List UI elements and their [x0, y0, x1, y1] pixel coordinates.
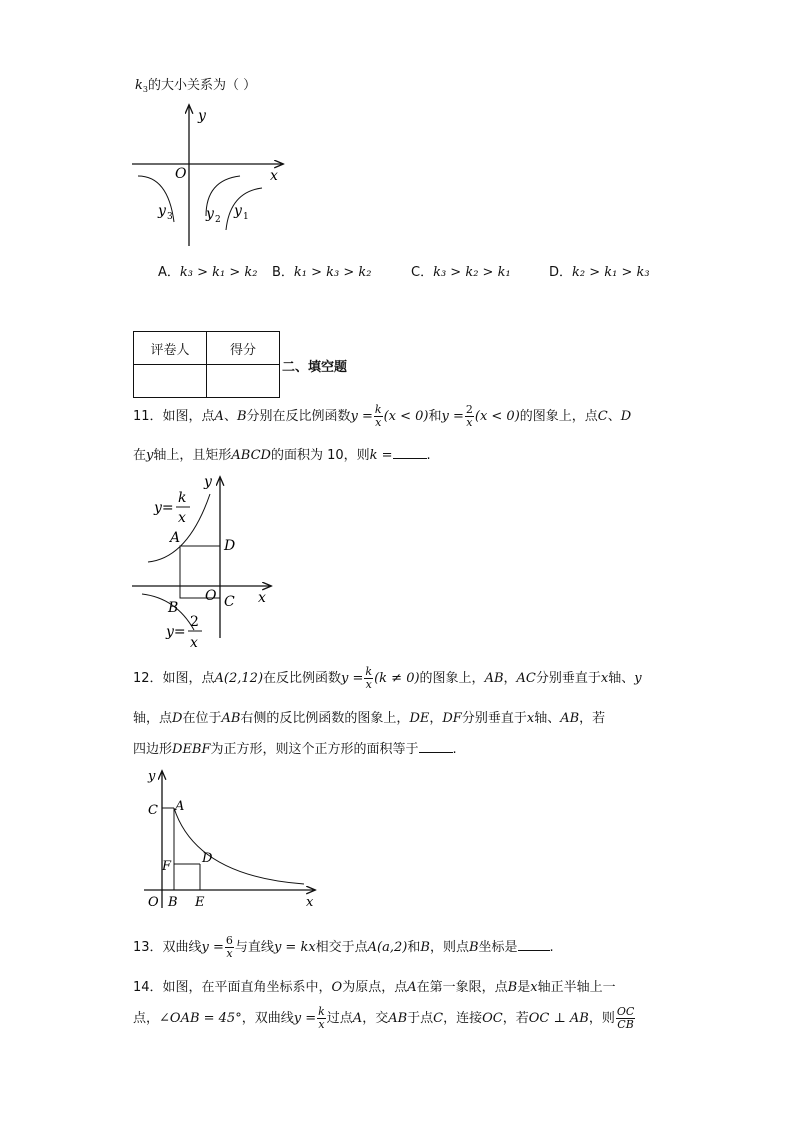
- q12-point-b-label: B: [168, 895, 178, 910]
- score-table-score-cell: [207, 365, 280, 398]
- q11-graph-f1-den: x: [178, 510, 186, 526]
- section-title: 二、填空题: [282, 360, 348, 375]
- q10-option-d: D．k₂ > k₁ > k₃: [549, 265, 650, 280]
- score-table-score-header: 得分: [207, 332, 280, 365]
- q12-x-label: x: [306, 895, 314, 910]
- q12-graph: [140, 766, 320, 912]
- q11-line1: 11．如图，点A、B分别在反比例函数y = $\frac{k}{x}$ (x < 0)和y = $\frac{2}{x}$ (x < 0)的图象上，点C、D: [133, 403, 632, 429]
- q13-answer-blank[interactable]: [518, 950, 550, 951]
- q12-origin-label: O: [148, 895, 159, 910]
- q12-curve: [174, 808, 304, 884]
- q12-y-label: y: [148, 769, 156, 784]
- q11-origin-label: O: [205, 588, 217, 604]
- q12-point-a-label: A: [175, 799, 185, 814]
- q11-fraction-2-over-x: $\frac{2}{x}$: [465, 403, 473, 429]
- q11-line2: 在y轴上，且矩形ABCD的面积为 10，则k = .: [133, 448, 431, 463]
- q12-point-e-label: E: [195, 895, 205, 910]
- q11-graph-f2-num: 2: [190, 614, 199, 630]
- q14-line2: 点，∠OAB = 45°，双曲线y = $\frac{k}{x}$ 过点A，交AB于点C，连接OC，若OC ⊥ AB，则 $\frac{OC}{CB}$: [133, 1005, 635, 1031]
- q10-y1-label: y: [234, 203, 242, 219]
- q12-line3: 四边形DEBF为正方形，则这个正方形的面积等于 .: [133, 742, 457, 757]
- q14-fraction-oc-over-cb: $\frac{OC}{CB}$: [616, 1005, 635, 1031]
- score-table-reviewer-header: 评卷人: [134, 332, 207, 365]
- q11-graph-f2-lhs: y=: [166, 624, 186, 640]
- q12-point-c-label: C: [148, 803, 158, 818]
- q11-graph-f1-num: k: [178, 490, 187, 506]
- score-table-reviewer-cell: [134, 365, 207, 398]
- q12-line2: 轴，点D在位于AB右侧的反比例函数的图象上，DE，DF分别垂直于x轴、AB，若: [133, 711, 606, 726]
- q10-y2-sub: 2: [215, 215, 221, 225]
- score-table: [133, 331, 280, 398]
- q11-point-c-label: C: [224, 594, 235, 610]
- q10-stem-text: 的大小关系为（ ）: [147, 78, 257, 93]
- q11-graph-f1-lhs: y=: [154, 500, 174, 516]
- q13-line: 13．双曲线y = $\frac{6}{x}$ 与直线y = kx相交于点A(a,2)和B，则点B坐标是 .: [133, 934, 554, 960]
- q10-curve-y1: [226, 188, 262, 230]
- q11-point-d-label: D: [224, 538, 236, 554]
- q11-point-a-label: A: [170, 530, 181, 546]
- q10-graph: [128, 100, 288, 252]
- q10-k-var: k: [135, 78, 143, 93]
- q10-y3-sub: 3: [167, 212, 173, 222]
- q12-answer-blank[interactable]: [419, 752, 453, 753]
- q10-y3-label: y: [158, 203, 166, 219]
- q10-y2-label: y: [206, 206, 214, 222]
- q11-y-label: y: [204, 474, 212, 490]
- q10-origin-label: O: [175, 166, 187, 182]
- q13-fraction-6-over-x: $\frac{6}{x}$: [225, 934, 233, 960]
- q10-y-label: y: [198, 108, 206, 124]
- q12-point-f-label: F: [162, 859, 172, 874]
- q11-graph-f2-den: x: [190, 635, 198, 651]
- q11-point-b-label: B: [168, 600, 179, 616]
- q11-x-label: x: [258, 590, 266, 606]
- q10-option-a: A．k₃ > k₁ > k₂: [158, 265, 258, 280]
- q11-answer-blank[interactable]: [393, 458, 427, 459]
- q10-k-sub: 3: [142, 85, 148, 94]
- q11-fraction-k-over-x: $\frac{k}{x}$: [374, 403, 382, 429]
- q10-stem: [135, 74, 256, 94]
- q10-option-b: B．k₁ > k₃ > k₂: [272, 265, 372, 280]
- q11-graph: [128, 470, 278, 654]
- q10-x-label: x: [270, 168, 278, 184]
- q12-point-d-label: D: [202, 851, 213, 866]
- q12-fraction-k-over-x: $\frac{k}{x}$: [365, 665, 373, 691]
- q14-line1: 14．如图，在平面直角坐标系中，O为原点，点A在第一象限，点B是x轴正半轴上一: [133, 980, 616, 995]
- q12-line1: 12．如图，点A(2,12)在反比例函数y = $\frac{k}{x}$ (k ≠ 0)的图象上，AB，AC分别垂直于x轴、y: [133, 665, 642, 691]
- q10-y1-sub: 1: [243, 212, 249, 222]
- q14-fraction-k-over-x: $\frac{k}{x}$: [318, 1005, 325, 1031]
- q10-option-c: C．k₃ > k₂ > k₁: [411, 265, 511, 280]
